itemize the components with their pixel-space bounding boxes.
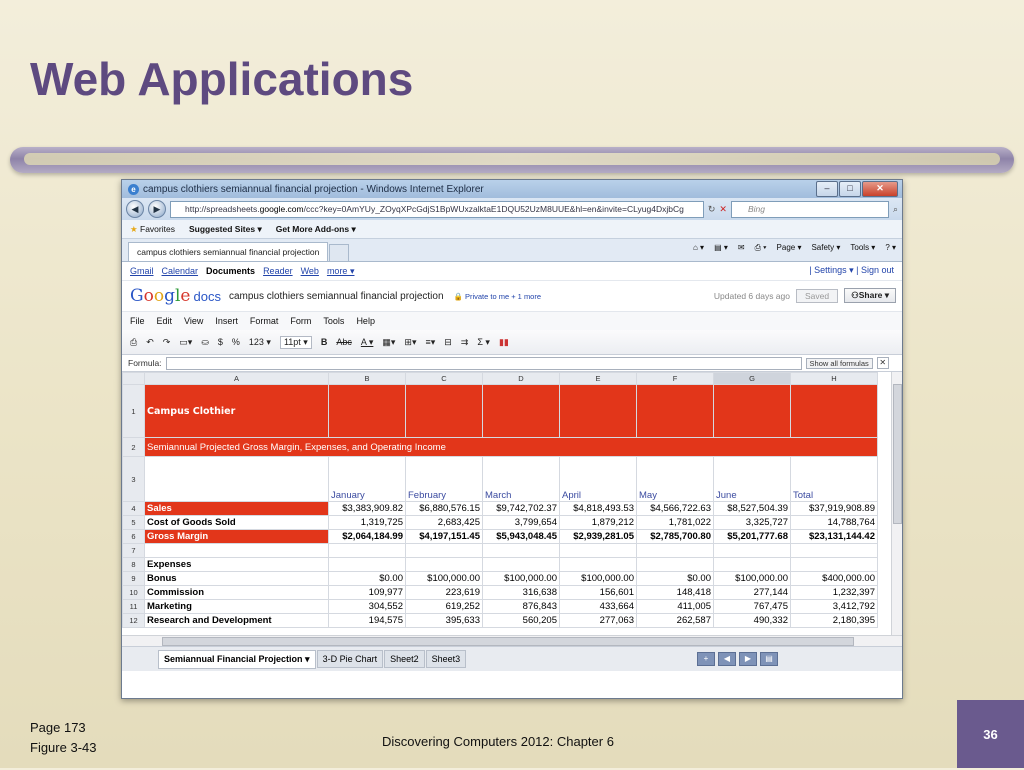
value-cell[interactable]: 560,205	[483, 614, 560, 628]
column-header[interactable]: H	[791, 373, 878, 385]
row-header[interactable]: 1	[123, 385, 145, 438]
nav-documents[interactable]: Documents	[206, 266, 256, 276]
strikethrough-button[interactable]: Abc	[336, 337, 352, 347]
value-cell[interactable]: 395,633	[406, 614, 483, 628]
nav-reader[interactable]: Reader	[263, 266, 293, 276]
value-cell[interactable]: $400,000.00	[791, 572, 878, 586]
table-row	[123, 614, 878, 628]
table-row	[123, 530, 878, 544]
value-cell[interactable]: 2,683,425	[406, 516, 483, 530]
figure-reference: Figure 3-43	[30, 740, 97, 755]
value-cell[interactable]	[483, 558, 560, 572]
value-cell[interactable]: $100,000.00	[483, 572, 560, 586]
value-cell[interactable]: 411,005	[637, 600, 714, 614]
cell[interactable]	[406, 385, 483, 438]
sheet-subtitle-cell[interactable]: Semiannual Projected Gross Margin, Expenses, and Operating Income	[145, 438, 878, 457]
title-underline-bar	[10, 147, 1014, 173]
safety-menu[interactable]: Safety ▾	[811, 243, 841, 252]
cell[interactable]	[329, 385, 406, 438]
value-cell[interactable]: $23,131,144.42	[791, 530, 878, 544]
sheet-tabs	[122, 646, 902, 671]
row-header[interactable]: 7	[123, 544, 145, 558]
row-label-cell[interactable]	[145, 544, 329, 558]
value-cell[interactable]: $37,919,908.89	[791, 502, 878, 516]
value-cell[interactable]	[637, 558, 714, 572]
tools-menu[interactable]: Tools ▾	[850, 243, 876, 252]
value-cell[interactable]: 277,063	[560, 614, 637, 628]
month-header-cell[interactable]: February	[406, 457, 483, 502]
value-cell[interactable]: 876,843	[483, 600, 560, 614]
value-cell[interactable]: 3,325,727	[714, 516, 791, 530]
ie-browser-window	[121, 179, 903, 699]
fill-color-icon[interactable]: ▦▾	[382, 336, 396, 347]
month-header-cell[interactable]: March	[483, 457, 560, 502]
month-header-cell[interactable]: June	[714, 457, 791, 502]
row-label-cell[interactable]: Marketing	[145, 600, 329, 614]
docs-header	[122, 281, 902, 312]
sheet-tab-sheet2[interactable]: Sheet2	[384, 650, 425, 668]
value-cell[interactable]: 1,781,022	[637, 516, 714, 530]
row-header[interactable]: 8	[123, 558, 145, 572]
paint-icon[interactable]: ⛀	[201, 336, 209, 347]
row-header[interactable]: 2	[123, 438, 145, 457]
column-header[interactable]: C	[406, 373, 483, 385]
cell[interactable]	[483, 385, 560, 438]
value-cell[interactable]: 490,332	[714, 614, 791, 628]
value-cell[interactable]: $100,000.00	[406, 572, 483, 586]
search-icon[interactable]: ⌕	[892, 203, 898, 214]
row-header[interactable]: 9	[123, 572, 145, 586]
cell[interactable]	[637, 385, 714, 438]
updated-status: Updated 6 days ago	[713, 290, 790, 301]
row-header[interactable]: 11	[123, 600, 145, 614]
wrap-icon[interactable]: ⇉	[460, 336, 469, 347]
star-icon: ★	[130, 223, 138, 234]
value-cell[interactable]: $0.00	[329, 572, 406, 586]
value-cell[interactable]: 433,664	[560, 600, 637, 614]
document-title[interactable]: campus clothiers semiannual financial projection	[228, 290, 444, 302]
value-cell[interactable]: $4,197,151.45	[406, 530, 483, 544]
sheet-title-cell[interactable]: Campus Clothier	[145, 385, 329, 438]
merge-icon[interactable]: ⊟	[444, 336, 452, 347]
row-label-cell[interactable]: Sales	[145, 502, 329, 516]
forward-button[interactable]: ▶	[148, 200, 166, 218]
sheet-list-icon[interactable]: ▤	[760, 652, 778, 666]
value-cell[interactable]: 223,619	[406, 586, 483, 600]
maximize-button[interactable]: □	[839, 181, 861, 197]
value-cell[interactable]	[791, 558, 878, 572]
row-header[interactable]: 12	[123, 614, 145, 628]
table-row	[123, 600, 878, 614]
value-cell[interactable]: $3,383,909.82	[329, 502, 406, 516]
value-cell[interactable]: $5,201,777.68	[714, 530, 791, 544]
align-icon[interactable]: ≡▾	[425, 336, 436, 347]
value-cell[interactable]: $4,566,722.63	[637, 502, 714, 516]
value-cell[interactable]: $100,000.00	[560, 572, 637, 586]
horizontal-scrollbar[interactable]	[122, 635, 902, 646]
slide-number: 36	[957, 700, 1024, 768]
cell[interactable]	[791, 385, 878, 438]
value-cell[interactable]: 109,977	[329, 586, 406, 600]
print-icon[interactable]: ⎙	[130, 336, 138, 347]
table-row	[123, 544, 878, 558]
undo-icon[interactable]: ↶	[146, 336, 154, 347]
slide-title: Web Applications	[30, 53, 414, 105]
value-cell[interactable]	[560, 558, 637, 572]
favorites-bar	[122, 220, 902, 239]
refresh-icon[interactable]: ↻	[707, 203, 716, 214]
menu-edit[interactable]: Edit	[156, 316, 173, 326]
value-cell[interactable]	[406, 544, 483, 558]
table-row	[123, 558, 878, 572]
google-docs-logo[interactable]: Google docs	[130, 286, 221, 306]
slide-footer-left	[30, 718, 96, 758]
privacy-link[interactable]: 🔒 Private to me + 1 more	[453, 291, 542, 301]
format-painter-icon[interactable]: ▭▾	[179, 336, 193, 347]
new-tab-button[interactable]	[329, 244, 349, 261]
value-cell[interactable]	[560, 544, 637, 558]
settings-signout[interactable]: | Settings ▾ | Sign out	[809, 265, 894, 275]
row-label-cell[interactable]: Commission	[145, 586, 329, 600]
row-label-cell[interactable]: Gross Margin	[145, 530, 329, 544]
value-cell[interactable]: $2,064,184.99	[329, 530, 406, 544]
row-header[interactable]: 4	[123, 502, 145, 516]
table-row	[123, 586, 878, 600]
value-cell[interactable]: 262,587	[637, 614, 714, 628]
add-sheet-icon[interactable]: +	[697, 652, 715, 666]
value-cell[interactable]: 304,552	[329, 600, 406, 614]
window-titlebar	[122, 180, 902, 198]
nav-web[interactable]: Web	[300, 266, 319, 276]
value-cell[interactable]: $100,000.00	[714, 572, 791, 586]
value-cell[interactable]: 148,418	[637, 586, 714, 600]
value-cell[interactable]: 1,232,397	[791, 586, 878, 600]
next-sheet-icon[interactable]: ▶	[739, 652, 757, 666]
sheet-tab-semiannual[interactable]: Semiannual Financial Projection ▾	[158, 650, 316, 669]
value-cell[interactable]: 277,144	[714, 586, 791, 600]
minimize-button[interactable]: –	[816, 181, 838, 197]
column-header[interactable]: D	[483, 373, 560, 385]
menu-insert[interactable]: Insert	[215, 316, 238, 326]
currency-button[interactable]: $	[217, 337, 223, 347]
value-cell[interactable]: 1,879,212	[560, 516, 637, 530]
menu-help[interactable]: Help	[356, 316, 375, 326]
feeds-icon[interactable]: ▤ ▾	[714, 243, 728, 252]
address-row	[122, 198, 902, 220]
cell[interactable]	[560, 385, 637, 438]
row-label-cell[interactable]: Bonus	[145, 572, 329, 586]
value-cell[interactable]: 3,799,654	[483, 516, 560, 530]
column-header[interactable]: A	[145, 373, 329, 385]
suggested-sites-link[interactable]: Suggested Sites ▾	[188, 223, 262, 234]
browser-tab-row	[122, 239, 902, 262]
favorites-button[interactable]: ★ Favorites	[130, 223, 175, 234]
borders-icon[interactable]: ⊞▾	[404, 336, 417, 347]
page-reference: Page 173	[30, 720, 86, 735]
sheet-tab-pie-chart[interactable]: 3-D Pie Chart	[317, 650, 384, 668]
share-button[interactable]: ⚇Share ▾	[844, 288, 896, 303]
month-header-cell[interactable]: April	[560, 457, 637, 502]
help-icon[interactable]: ? ▾	[885, 243, 896, 252]
menu-format[interactable]: Format	[249, 316, 279, 326]
nav-gmail[interactable]: Gmail	[130, 266, 154, 276]
table-row	[123, 572, 878, 586]
value-cell[interactable]: 194,575	[329, 614, 406, 628]
spreadsheet-grid	[122, 372, 902, 635]
value-cell[interactable]: 3,412,792	[791, 600, 878, 614]
column-header[interactable]: E	[560, 373, 637, 385]
menu-file[interactable]: File	[130, 316, 145, 326]
value-cell[interactable]: 767,475	[714, 600, 791, 614]
value-cell[interactable]: $8,527,504.39	[714, 502, 791, 516]
sheet-tab-sheet3[interactable]: Sheet3	[426, 650, 467, 668]
nav-more[interactable]: more ▾	[326, 265, 355, 276]
row-label-cell[interactable]: Cost of Goods Sold	[145, 516, 329, 530]
value-cell[interactable]	[714, 544, 791, 558]
value-cell[interactable]	[329, 558, 406, 572]
value-cell[interactable]: $2,785,700.80	[637, 530, 714, 544]
row-label-cell[interactable]: Research and Development	[145, 614, 329, 628]
formatting-toolbar	[122, 330, 902, 355]
value-cell[interactable]: $6,880,576.15	[406, 502, 483, 516]
show-formulas-button[interactable]: Show all formulas	[806, 358, 873, 369]
value-cell[interactable]	[483, 544, 560, 558]
row-header[interactable]: 3	[123, 457, 145, 502]
ie-logo-icon: e	[128, 184, 139, 195]
addons-link[interactable]: Get More Add-ons ▾	[275, 223, 356, 234]
command-bar	[693, 243, 896, 253]
back-button[interactable]: ◀	[126, 200, 144, 218]
search-input[interactable]: Bing	[731, 201, 889, 218]
page-menu[interactable]: Page ▾	[776, 243, 802, 252]
formula-input[interactable]	[166, 357, 802, 370]
formula-bar	[122, 355, 902, 372]
address-bar[interactable]: http://spreadsheets.google.com/ccc?key=0AmYUy_ZOyqXPcGdjS1BpWUxzalktaE1DQU52UzM8UUE&hl=en&invite=CLyug4DxjbCg	[170, 201, 704, 218]
row-header[interactable]: 6	[123, 530, 145, 544]
close-formula-icon[interactable]: ✕	[877, 357, 889, 369]
month-header-cell[interactable]: May	[637, 457, 714, 502]
row-label-cell[interactable]: Expenses	[145, 558, 329, 572]
value-cell[interactable]: $2,939,281.05	[560, 530, 637, 544]
value-cell[interactable]: $5,943,048.45	[483, 530, 560, 544]
column-header[interactable]: B	[329, 373, 406, 385]
value-cell[interactable]: 316,638	[483, 586, 560, 600]
formula-label: Formula:	[128, 358, 162, 368]
nav-calendar[interactable]: Calendar	[161, 266, 199, 276]
value-cell[interactable]: 2,180,395	[791, 614, 878, 628]
functions-icon[interactable]: Σ ▾	[477, 336, 490, 347]
row-header[interactable]: 5	[123, 516, 145, 530]
print-icon[interactable]: ⎙ ▾	[754, 243, 767, 252]
stop-icon[interactable]: ✕	[719, 203, 727, 214]
column-header[interactable]: F	[637, 373, 714, 385]
value-cell[interactable]	[791, 544, 878, 558]
cell[interactable]	[145, 457, 329, 502]
menu-view[interactable]: View	[184, 316, 204, 326]
value-cell[interactable]	[714, 558, 791, 572]
table-row	[123, 502, 878, 516]
close-button[interactable]: ✕	[862, 181, 898, 197]
month-header-cell[interactable]: Total	[791, 457, 878, 502]
percent-button[interactable]: %	[231, 337, 240, 347]
docs-menu-bar	[122, 312, 902, 330]
value-cell[interactable]	[637, 544, 714, 558]
sheet-table	[122, 372, 878, 628]
value-cell[interactable]: $0.00	[637, 572, 714, 586]
row-header[interactable]: 10	[123, 586, 145, 600]
browser-tab[interactable]: campus clothiers semiannual financial projection	[128, 242, 328, 261]
slide-footer-center: Discovering Computers 2012: Chapter 6	[382, 734, 614, 749]
text-color-button[interactable]: A ▾	[360, 336, 374, 347]
prev-sheet-icon[interactable]: ◀	[718, 652, 736, 666]
redo-icon[interactable]: ↷	[162, 336, 171, 347]
value-cell[interactable]: 14,788,764	[791, 516, 878, 530]
value-cell[interactable]: 156,601	[560, 586, 637, 600]
home-icon[interactable]: ⌂ ▾	[692, 243, 705, 252]
vertical-scrollbar[interactable]	[891, 372, 902, 635]
corner-cell[interactable]	[123, 373, 145, 385]
chart-icon[interactable]: ▮▮	[498, 336, 509, 347]
lock-icon: 🔒	[453, 291, 463, 301]
font-size-select[interactable]: 11pt ▾	[280, 336, 312, 349]
value-cell[interactable]	[329, 544, 406, 558]
mail-icon[interactable]: ✉	[737, 243, 745, 252]
value-cell[interactable]: 619,252	[406, 600, 483, 614]
saved-button[interactable]: Saved	[796, 289, 838, 303]
value-cell[interactable]	[406, 558, 483, 572]
value-cell[interactable]: $4,818,493.53	[560, 502, 637, 516]
value-cell[interactable]: 1,319,725	[329, 516, 406, 530]
share-icon: ⚇	[851, 290, 859, 300]
menu-tools[interactable]: Tools	[323, 316, 345, 326]
window-title: campus clothiers semiannual financial projection - Windows Internet Explorer	[143, 183, 484, 195]
value-cell[interactable]: $9,742,702.37	[483, 502, 560, 516]
menu-form[interactable]: Form	[290, 316, 312, 326]
cell[interactable]	[714, 385, 791, 438]
table-row	[123, 516, 878, 530]
google-nav	[122, 262, 902, 281]
number-format-button[interactable]: 123 ▾	[248, 336, 271, 347]
bold-button[interactable]: B	[320, 337, 328, 347]
column-header[interactable]: G	[714, 373, 791, 385]
month-header-cell[interactable]: January	[329, 457, 406, 502]
